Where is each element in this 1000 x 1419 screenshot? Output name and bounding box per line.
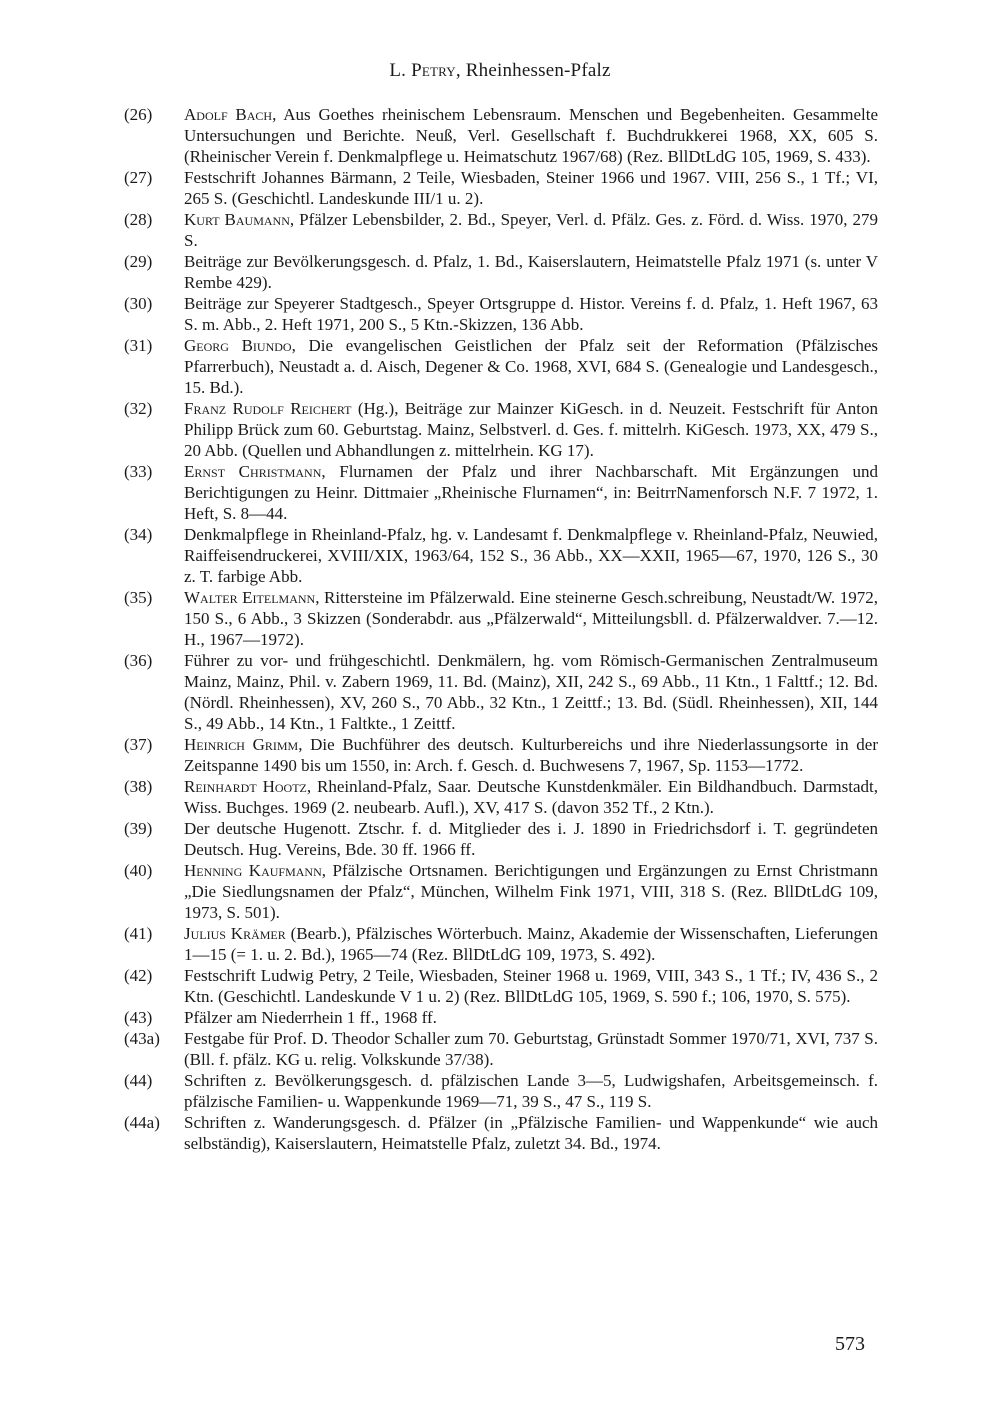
- bibliography-entry: [0, 209, 1000, 251]
- bibliography-entry: [0, 1112, 1000, 1154]
- entry-text: Pfälzer am Niederrhein 1 ff., 1968 ff.: [184, 1008, 437, 1027]
- entry-number: (27): [124, 168, 153, 187]
- entry-number: (33): [124, 462, 153, 481]
- entry-text: Führer zu vor- und frühgeschichtl. Denkmälern, hg. vom Römisch-Germanischen Zentralmuseum Mainz, Mainz, Phil. v. Zabern 1969, 11. Bd. (Mainz), XII, 242 S., 69 Abb., 11 Ktn., 1 Falttf.; 12. Bd. (Nördl. Rheinhessen), XV, 260 S., 70 Abb., 32 Ktn., 1 Zeittf.; 13. Bd. (Südl. Rheinhessen), XII, 144 S., 49 Abb., 14 Ktn., 1 Faltkte., 1 Zeittf.: [184, 651, 878, 733]
- entry-text: , Die evangelischen Geistlichen der Pfalz seit der Reformation (Pfälzisches Pfarrerbuch), Neustadt a. d. Aisch, Degener & Co. 1968, XVI, 684 S. (Genealogie und Landesgesch., 15. Bd.).: [184, 336, 879, 397]
- entry-text: , Pfälzische Ortsnamen. Berichtigungen und Ergänzungen zu Ernst Christmann „Die Siedlungsnamen der Pfalz“, München, Wilhelm Fink 1971, VIII, 318 S. (Rez. BllDtLdG 109, 1973, S. 501).: [184, 861, 879, 922]
- header-title: , Rheinhessen-Pfalz: [455, 60, 611, 81]
- bibliography-entry: [0, 587, 1000, 650]
- page-number: 573: [835, 1333, 865, 1355]
- bibliography-entry: [0, 776, 1000, 818]
- entry-text: , Die Buchführer des deutsch. Kulturbereichs und ihre Niederlassungsorte in der Zeitspanne 1490 bis um 1550, in: Arch. f. Gesch. d. Buchwesens 7, 1967, Sp. 1153—1772.: [184, 735, 878, 775]
- bibliography-entry: [0, 860, 1000, 923]
- entry-number: (28): [124, 210, 153, 229]
- entry-author: Reinhardt Hootz: [184, 777, 307, 796]
- bibliography-entry: [0, 650, 1000, 734]
- entry-text: Beiträge zur Speyerer Stadtgesch., Speyer Ortsgruppe d. Histor. Vereins f. d. Pfalz, 1. Heft 1967, 63 S. m. Abb., 2. Heft 1971, 200 S., 5 Ktn.-Skizzen, 136 Abb.: [184, 294, 878, 334]
- entry-author: Heinrich Grimm: [184, 735, 299, 754]
- entry-number: (32): [124, 399, 153, 418]
- entry-number: (31): [124, 336, 153, 355]
- bibliography-entry: [0, 1070, 1000, 1112]
- bibliography-entry: [0, 1007, 1000, 1028]
- bibliography-list: [0, 104, 1000, 1154]
- entry-number: (30): [124, 294, 153, 313]
- bibliography-entry: [0, 1028, 1000, 1070]
- bibliography-entry: [0, 965, 1000, 1007]
- bibliography-entry: [0, 293, 1000, 335]
- entry-text: Schriften z. Wanderungsgesch. d. Pfälzer (in „Pfälzische Familien- und Wappenkunde“ wie auch selbständig), Kaiserslautern, Heimatstelle Pfalz, zuletzt 34. Bd., 1974.: [184, 1113, 878, 1153]
- entry-number: (38): [124, 777, 153, 796]
- entry-author: Adolf Bach: [184, 105, 273, 124]
- entry-text: (Hg.), Beiträge zur Mainzer KiGesch. in d. Neuzeit. Festschrift für Anton Philipp Brück zum 60. Geburtstag. Mainz, Selbstverl. d. Ges. f. mittelrh. KiGesch. 1973, XX, 479 S., 20 Abb. (Quellen und Abhandlungen z. mittelrhein. KG 17).: [184, 399, 878, 460]
- entry-number: (41): [124, 924, 153, 943]
- entry-number: (39): [124, 819, 153, 838]
- entry-text: Der deutsche Hugenott. Ztschr. f. d. Mitglieder des i. J. 1890 in Friedrichsdorf i. T. gegründeten Deutsch. Hug. Vereins, Bde. 30 ff. 1966 ff.: [184, 819, 878, 859]
- entry-text: Beiträge zur Bevölkerungsgesch. d. Pfalz, 1. Bd., Kaiserslautern, Heimatstelle Pfalz 1971 (s. unter V Rembe 429).: [184, 252, 878, 292]
- entry-number: (44): [124, 1071, 153, 1090]
- entry-number: (43): [124, 1008, 153, 1027]
- entry-author: Henning Kaufmann: [184, 861, 322, 880]
- bibliography-entry: [0, 335, 1000, 398]
- entry-text: , Rheinland-Pfalz, Saar. Deutsche Kunstdenkmäler. Ein Bildhandbuch. Darmstadt, Wiss. Buchges. 1969 (2. neubearb. Aufl.), XV, 417 S. (davon 352 Tf., 2 Ktn.).: [184, 777, 878, 817]
- entry-number: (37): [124, 735, 153, 754]
- entry-author: Walter Eitelmann: [184, 588, 316, 607]
- bibliography-entry: [0, 167, 1000, 209]
- entry-author: Georg Biundo: [184, 336, 292, 355]
- running-header: [0, 60, 1000, 82]
- bibliography-entry: [0, 398, 1000, 461]
- entry-text: , Pfälzer Lebensbilder, 2. Bd., Speyer, Verl. d. Pfälz. Ges. z. Förd. d. Wiss. 1970, 279 S.: [184, 210, 878, 250]
- entry-text: , Aus Goethes rheinischem Lebensraum. Menschen und Begebenheiten. Gesammelte Untersuchungen und Berichte. Neuß, Verl. Gesellschaft f. Buchdrukkerei 1968, XX, 605 S. (Rheinischer Verein f. Denkmalpflege u. Heimatschutz 1967/68) (Rez. BllDtLdG 105, 1969, S. 433).: [184, 105, 878, 166]
- entry-text: Festschrift Ludwig Petry, 2 Teile, Wiesbaden, Steiner 1968 u. 1969, VIII, 343 S., 1 Tf.; IV, 436 S., 2 Ktn. (Geschichtl. Landeskunde V 1 u. 2) (Rez. BllDtLdG 105, 1969, S. 590 f.; 106, 1970, S. 575).: [184, 966, 878, 1006]
- entry-number: (29): [124, 252, 153, 271]
- bibliography-entry: [0, 923, 1000, 965]
- header-author-initial: L.: [389, 60, 407, 81]
- entry-number: (43a): [124, 1029, 160, 1048]
- bibliography-entry: [0, 461, 1000, 524]
- bibliography-entry: [0, 524, 1000, 587]
- entry-text: Festgabe für Prof. D. Theodor Schaller zum 70. Geburtstag, Grünstadt Sommer 1970/71, XVI, 737 S. (Bll. f. pfälz. KG u. relig. Volkskunde 37/38).: [184, 1029, 878, 1069]
- bibliography-entry: [0, 104, 1000, 167]
- entry-text: , Rittersteine im Pfälzerwald. Eine steinerne Gesch.schreibung, Neustadt/W. 1972, 150 S., 6 Abb., 3 Skizzen (Sonderabdr. aus „Pfälzerwald“, Mitteilungsbll. d. Pfälzerwaldver. 7.—12. H., 1967—1972).: [184, 588, 878, 649]
- bibliography-entry: [0, 251, 1000, 293]
- entry-author: Franz Rudolf Reichert: [184, 399, 352, 418]
- entry-author: Julius Krämer: [184, 924, 286, 943]
- entry-author: Ernst Christmann: [184, 462, 322, 481]
- entry-number: (44a): [124, 1113, 160, 1132]
- bibliography-entry: [0, 818, 1000, 860]
- entry-text: Festschrift Johannes Bärmann, 2 Teile, Wiesbaden, Steiner 1966 und 1967. VIII, 256 S., 1 Tf.; VI, 265 S. (Geschichtl. Landeskunde III/1 u. 2).: [184, 168, 878, 208]
- entry-number: (36): [124, 651, 153, 670]
- entry-number: (34): [124, 525, 153, 544]
- entry-text: (Bearb.), Pfälzisches Wörterbuch. Mainz, Akademie der Wissenschaften, Lieferungen 1—15 (= 1. u. 2. Bd.), 1965—74 (Rez. BllDtLdG 109, 1973, S. 492).: [184, 924, 878, 964]
- entry-text: Denkmalpflege in Rheinland-Pfalz, hg. v. Landesamt f. Denkmalpflege v. Rheinland-Pfalz, Neuwied, Raiffeisendruckerei, XVIII/XIX, 1963/64, 152 S., 36 Abb., XX—XXII, 1965—67, 1970, 126 S., 30 z. T. farbige Abb.: [184, 525, 878, 586]
- header-author-surname: Petry: [411, 60, 456, 81]
- entry-text: Schriften z. Bevölkerungsgesch. d. pfälzischen Lande 3—5, Ludwigshafen, Arbeitsgemeinsch. f. pfälzische Familien- u. Wappenkunde 1969—71, 39 S., 47 S., 119 S.: [184, 1071, 878, 1111]
- entry-number: (42): [124, 966, 153, 985]
- entry-author: Kurt Baumann: [184, 210, 290, 229]
- entry-number: (26): [124, 105, 153, 124]
- bibliography-entry: [0, 734, 1000, 776]
- entry-number: (35): [124, 588, 153, 607]
- entry-number: (40): [124, 861, 153, 880]
- entry-text: , Flurnamen der Pfalz und ihrer Nachbarschaft. Mit Ergänzungen und Berichtigungen zu Heinr. Dittmaier „Rheinische Flurnamen“, in: BeitrrNamenforsch N.F. 7 1972, 1. Heft, S. 8—44.: [184, 462, 878, 523]
